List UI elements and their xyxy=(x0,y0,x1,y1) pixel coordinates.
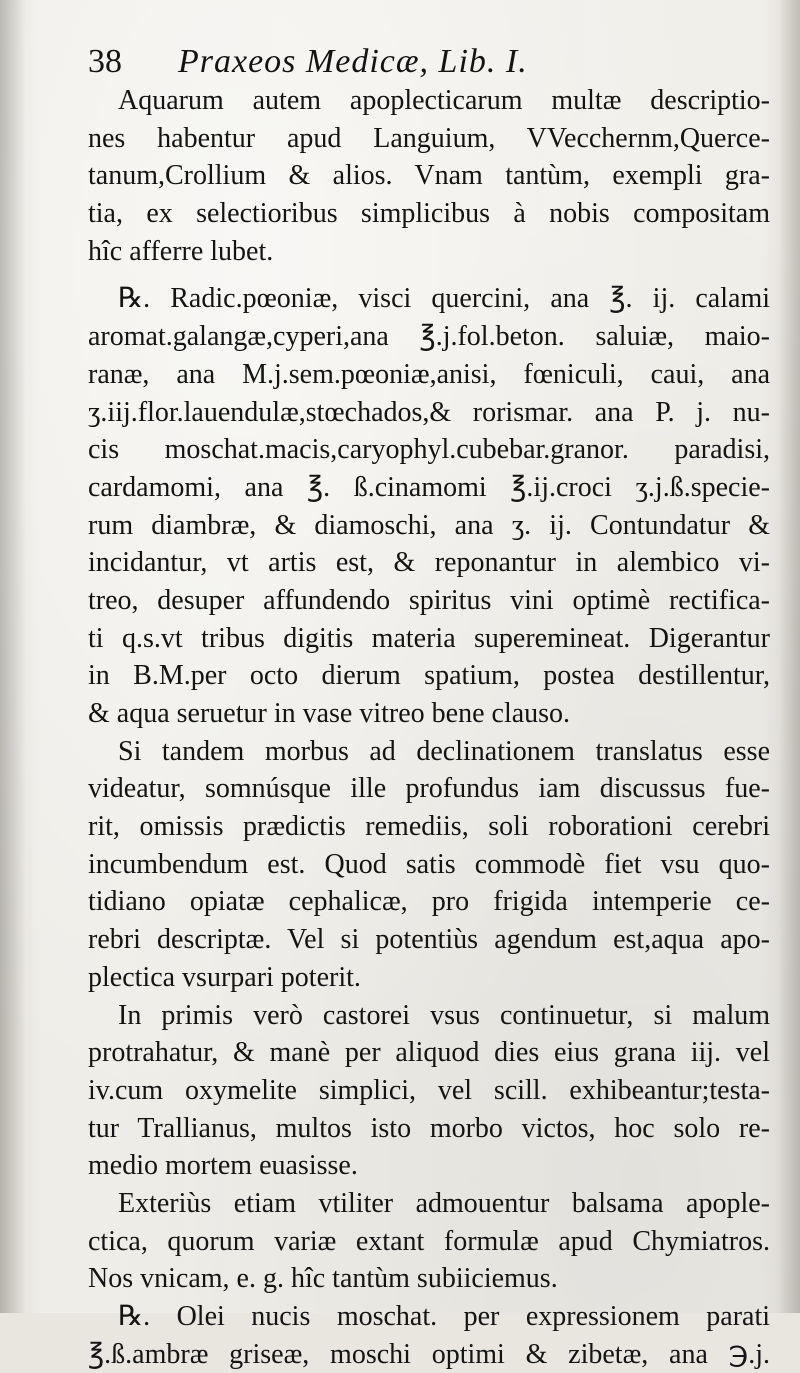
text-line: incumbendum est. Quod satis commodè fiet vsu quo- xyxy=(88,848,770,880)
text-line: plectica vsurpari poterit. xyxy=(88,961,361,993)
text-line: videatur, somnúsque ille profundus iam discussus fue- xyxy=(88,773,770,805)
paragraph xyxy=(88,997,770,1185)
text-line: nes habentur apud Languium, VVecchernm,Querce- xyxy=(88,122,770,154)
text-line: cardamomi, ana ℥. ß.cinamomi ℥.ij.croci ʒ.j.ß.specie- xyxy=(88,471,770,503)
text-line: ctica, quorum variæ extant formulæ apud Chymiatros. xyxy=(88,1225,770,1257)
text-line: rum diambræ, & diamoschi, ana ʒ. ij. Contundatur & xyxy=(88,509,770,541)
text-line: incidantur, vt artis est, & reponantur in alembico vi- xyxy=(88,547,770,579)
text-line: iv.cum oxymelite simplici, vel scill. exhibeantur;testa- xyxy=(88,1074,770,1106)
text-line: ℥.ß.ambræ griseæ, moschi optimi & zibetæ, ana ℈.j. xyxy=(88,1338,770,1370)
text-line: ʒ.iij.flor.lauendulæ,stœchados,& rorismar. ana P. j. nu- xyxy=(88,396,770,428)
text-line: treo, desuper affundendo spiritus vini optimè rectifica- xyxy=(88,584,770,616)
text-line: ℞. Radic.pœoniæ, visci quercini, ana ℥. ij. calami xyxy=(118,283,770,315)
text-line: ti q.s.vt tribus digitis materia superemineat. Digerantur xyxy=(88,622,770,654)
text-line: cis moschat.macis,caryophyl.cubebar.granor. paradisi, xyxy=(88,434,770,466)
paragraph xyxy=(88,1185,770,1298)
text-line: tia, ex selectioribus simplicibus à nobis compositam xyxy=(88,198,770,230)
text-line: & aqua seruetur in vase vitreo bene clauso. xyxy=(88,698,571,729)
text-line: Nos vnicam, e. g. hîc tantùm subiiciemus. xyxy=(88,1263,558,1295)
text-line: aromat.galangæ,cyperi,ana ℥.j.fol.beton. saluiæ, maio- xyxy=(88,321,770,353)
edge-shadow xyxy=(778,0,800,1313)
paragraph xyxy=(88,280,770,732)
text-line: tanum,Crollium & alios. Vnam tantùm, exempli gra- xyxy=(88,160,770,192)
running-title: Praxeos Medicæ, Lib. I. xyxy=(178,43,528,80)
text-line: hîc afferre lubet. xyxy=(88,235,274,267)
text-line: tidiano opiatæ cephalicæ, pro frigida intemperie ce- xyxy=(88,886,770,918)
page-number: 38 xyxy=(88,43,122,80)
text-line: ℞. Olei nucis moschat. per expressionem parati xyxy=(118,1301,770,1332)
paragraph xyxy=(88,82,770,270)
text-line: Aquarum autem apoplecticarum multæ descriptio- xyxy=(118,85,770,116)
text-line: rebri descriptæ. Vel si potentiùs agendum est,aqua apo- xyxy=(88,924,770,956)
text-line: medio mortem euasisse. xyxy=(88,1150,358,1182)
text-line: ranæ, ana M.j.sem.pœoniæ,anisi, fœniculi, caui, ana xyxy=(88,358,770,390)
text-line: rit, omissis prædictis remediis, soli roborationi cerebri xyxy=(88,811,770,843)
text-line: in B.M.per octo dierum spatium, postea destillentur, xyxy=(88,660,770,692)
gutter-shadow xyxy=(0,0,26,1313)
paragraph xyxy=(88,733,770,997)
body-text xyxy=(88,82,770,1373)
text-line: Si tandem morbus ad declinationem translatus esse xyxy=(118,735,770,767)
text-line: Exteriùs etiam vtiliter admouentur balsama apople- xyxy=(118,1187,770,1219)
text-line: tur Trallianus, multos isto morbo victos, hoc solo re- xyxy=(88,1112,770,1144)
paragraph xyxy=(88,1298,770,1373)
text-line: In primis verò castorei vsus continuetur, si malum xyxy=(118,999,770,1031)
running-head xyxy=(88,42,738,82)
text-line: protrahatur, & manè per aliquod dies eius grana iij. vel xyxy=(88,1037,770,1069)
